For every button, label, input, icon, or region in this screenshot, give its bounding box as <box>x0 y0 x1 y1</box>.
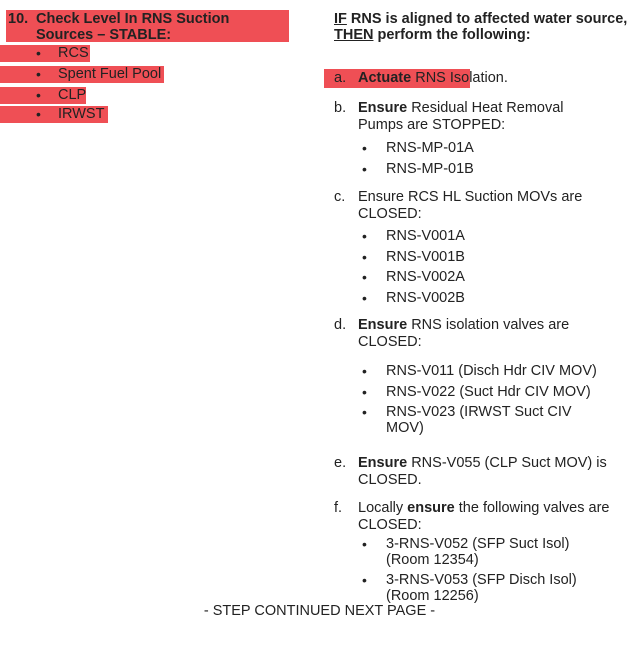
step-title: Check Level In RNS Suction Sources – STABLE: <box>36 11 230 43</box>
if-then-condition: IF RNS is aligned to affected water source, THEN perform the following: <box>334 11 628 43</box>
bullet-icon: • <box>36 106 41 122</box>
bullet-icon: • <box>36 66 41 82</box>
bullet-icon: • <box>36 45 41 61</box>
continued-footer: - STEP CONTINUED NEXT PAGE - <box>203 603 436 619</box>
bullet-icon: • <box>36 87 41 103</box>
step-number: 10. <box>8 11 29 27</box>
